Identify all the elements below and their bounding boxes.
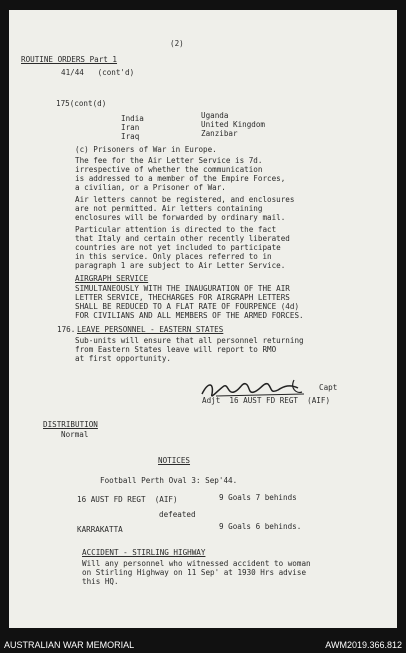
accident-heading: ACCIDENT - STIRLING HIGHWAY bbox=[82, 548, 206, 557]
signature-rank: Capt bbox=[319, 383, 338, 392]
pow-line: (c) Prisoners of War in Europe. bbox=[75, 145, 217, 154]
italy-line-2: that Italy and certain other recently liberated bbox=[75, 234, 290, 243]
country-right-2: United Kingdom bbox=[201, 120, 266, 129]
item-176-number: 176. bbox=[57, 325, 76, 334]
defeated-label: defeated bbox=[159, 510, 196, 519]
fee-line-1: The fee for the Air Letter Service is 7d. bbox=[75, 156, 263, 165]
football-line: Football Perth Oval 3: Sep'44. bbox=[100, 476, 238, 485]
italy-line-4: in this service. Only places referred to in bbox=[75, 252, 272, 261]
document-page bbox=[9, 10, 397, 628]
country-left-2: Iran bbox=[121, 123, 140, 132]
airgraph-line-3: SHALL BE REDUCED TO A FLAT RATE OF FOURPENCE (4d) bbox=[75, 302, 300, 311]
team-2-score: 9 Goals 6 behinds. bbox=[219, 522, 302, 531]
notices-heading: NOTICES bbox=[158, 456, 191, 465]
archive-footer bbox=[0, 638, 406, 653]
register-line-3: enclosures will be forwarded by ordinary mail. bbox=[75, 213, 286, 222]
page-number: (2) bbox=[170, 39, 184, 48]
fee-line-2: irrespective of whether the communication bbox=[75, 165, 263, 174]
fee-line-3: is addressed to a member of the Empire Forces, bbox=[75, 174, 286, 183]
italy-line-3: countries are not yet included to participate bbox=[75, 243, 281, 252]
airgraph-line-4: FOR CIVILIANS AND ALL MEMBERS OF THE ARMED FORCES. bbox=[75, 311, 304, 320]
distribution-value: Normal bbox=[61, 430, 89, 439]
country-right-1: Uganda bbox=[201, 111, 229, 120]
airgraph-line-1: SIMULTANEOUSLY WITH THE INAUGURATION OF THE AIR bbox=[75, 284, 290, 293]
italy-line-5: paragraph 1 are subject to Air Letter Service. bbox=[75, 261, 286, 270]
register-line-1: Air letters cannot be registered, and enclosures bbox=[75, 195, 295, 204]
order-reference: 41/44 (cont'd) bbox=[61, 68, 135, 77]
register-line-2: are not permitted. Air letters containing bbox=[75, 204, 263, 213]
leave-line-1: Sub-units will ensure that all personnel returning bbox=[75, 336, 304, 345]
accident-line-1: Will any personnel who witnessed accident to woman bbox=[82, 559, 311, 568]
country-right-3: Zanzibar bbox=[201, 129, 238, 138]
country-left-1: India bbox=[121, 114, 144, 123]
footer-accession-number: AWM2019.366.812 bbox=[325, 640, 402, 650]
team-1: 16 AUST FD REGT (AIF) bbox=[77, 495, 178, 504]
airgraph-heading: AIRGRAPH SERVICE bbox=[75, 274, 149, 283]
item-175-number: 175(cont(d) bbox=[56, 99, 107, 108]
airgraph-line-2: LETTER SERVICE, THECHARGES FOR AIRGRAPH LETTERS bbox=[75, 293, 290, 302]
item-176-heading: LEAVE PERSONNEL - EASTERN STATES bbox=[77, 325, 224, 334]
leave-line-2: from Eastern States leave will report to RMO bbox=[75, 345, 277, 354]
country-left-3: Iraq bbox=[121, 132, 140, 141]
footer-institution: AUSTRALIAN WAR MEMORIAL bbox=[4, 640, 135, 650]
team-1-score: 9 Goals 7 behinds bbox=[219, 493, 297, 502]
leave-line-3: at first opportunity. bbox=[75, 354, 172, 363]
fee-line-4: a civilian, or a Prisoner of War. bbox=[75, 183, 226, 192]
accident-line-3: this HQ. bbox=[82, 577, 119, 586]
team-2: KARRAKATTA bbox=[77, 525, 123, 534]
italy-line-1: Particular attention is directed to the fact bbox=[75, 225, 277, 234]
signature-title: Adjt 16 AUST FD REGT (AIF) bbox=[202, 396, 331, 405]
distribution-label: DISTRIBUTION bbox=[43, 420, 98, 429]
accident-line-2: on Stirling Highway on 11 Sep' at 1930 Hrs advise bbox=[82, 568, 307, 577]
header-title: ROUTINE ORDERS Part 1 bbox=[21, 55, 118, 64]
